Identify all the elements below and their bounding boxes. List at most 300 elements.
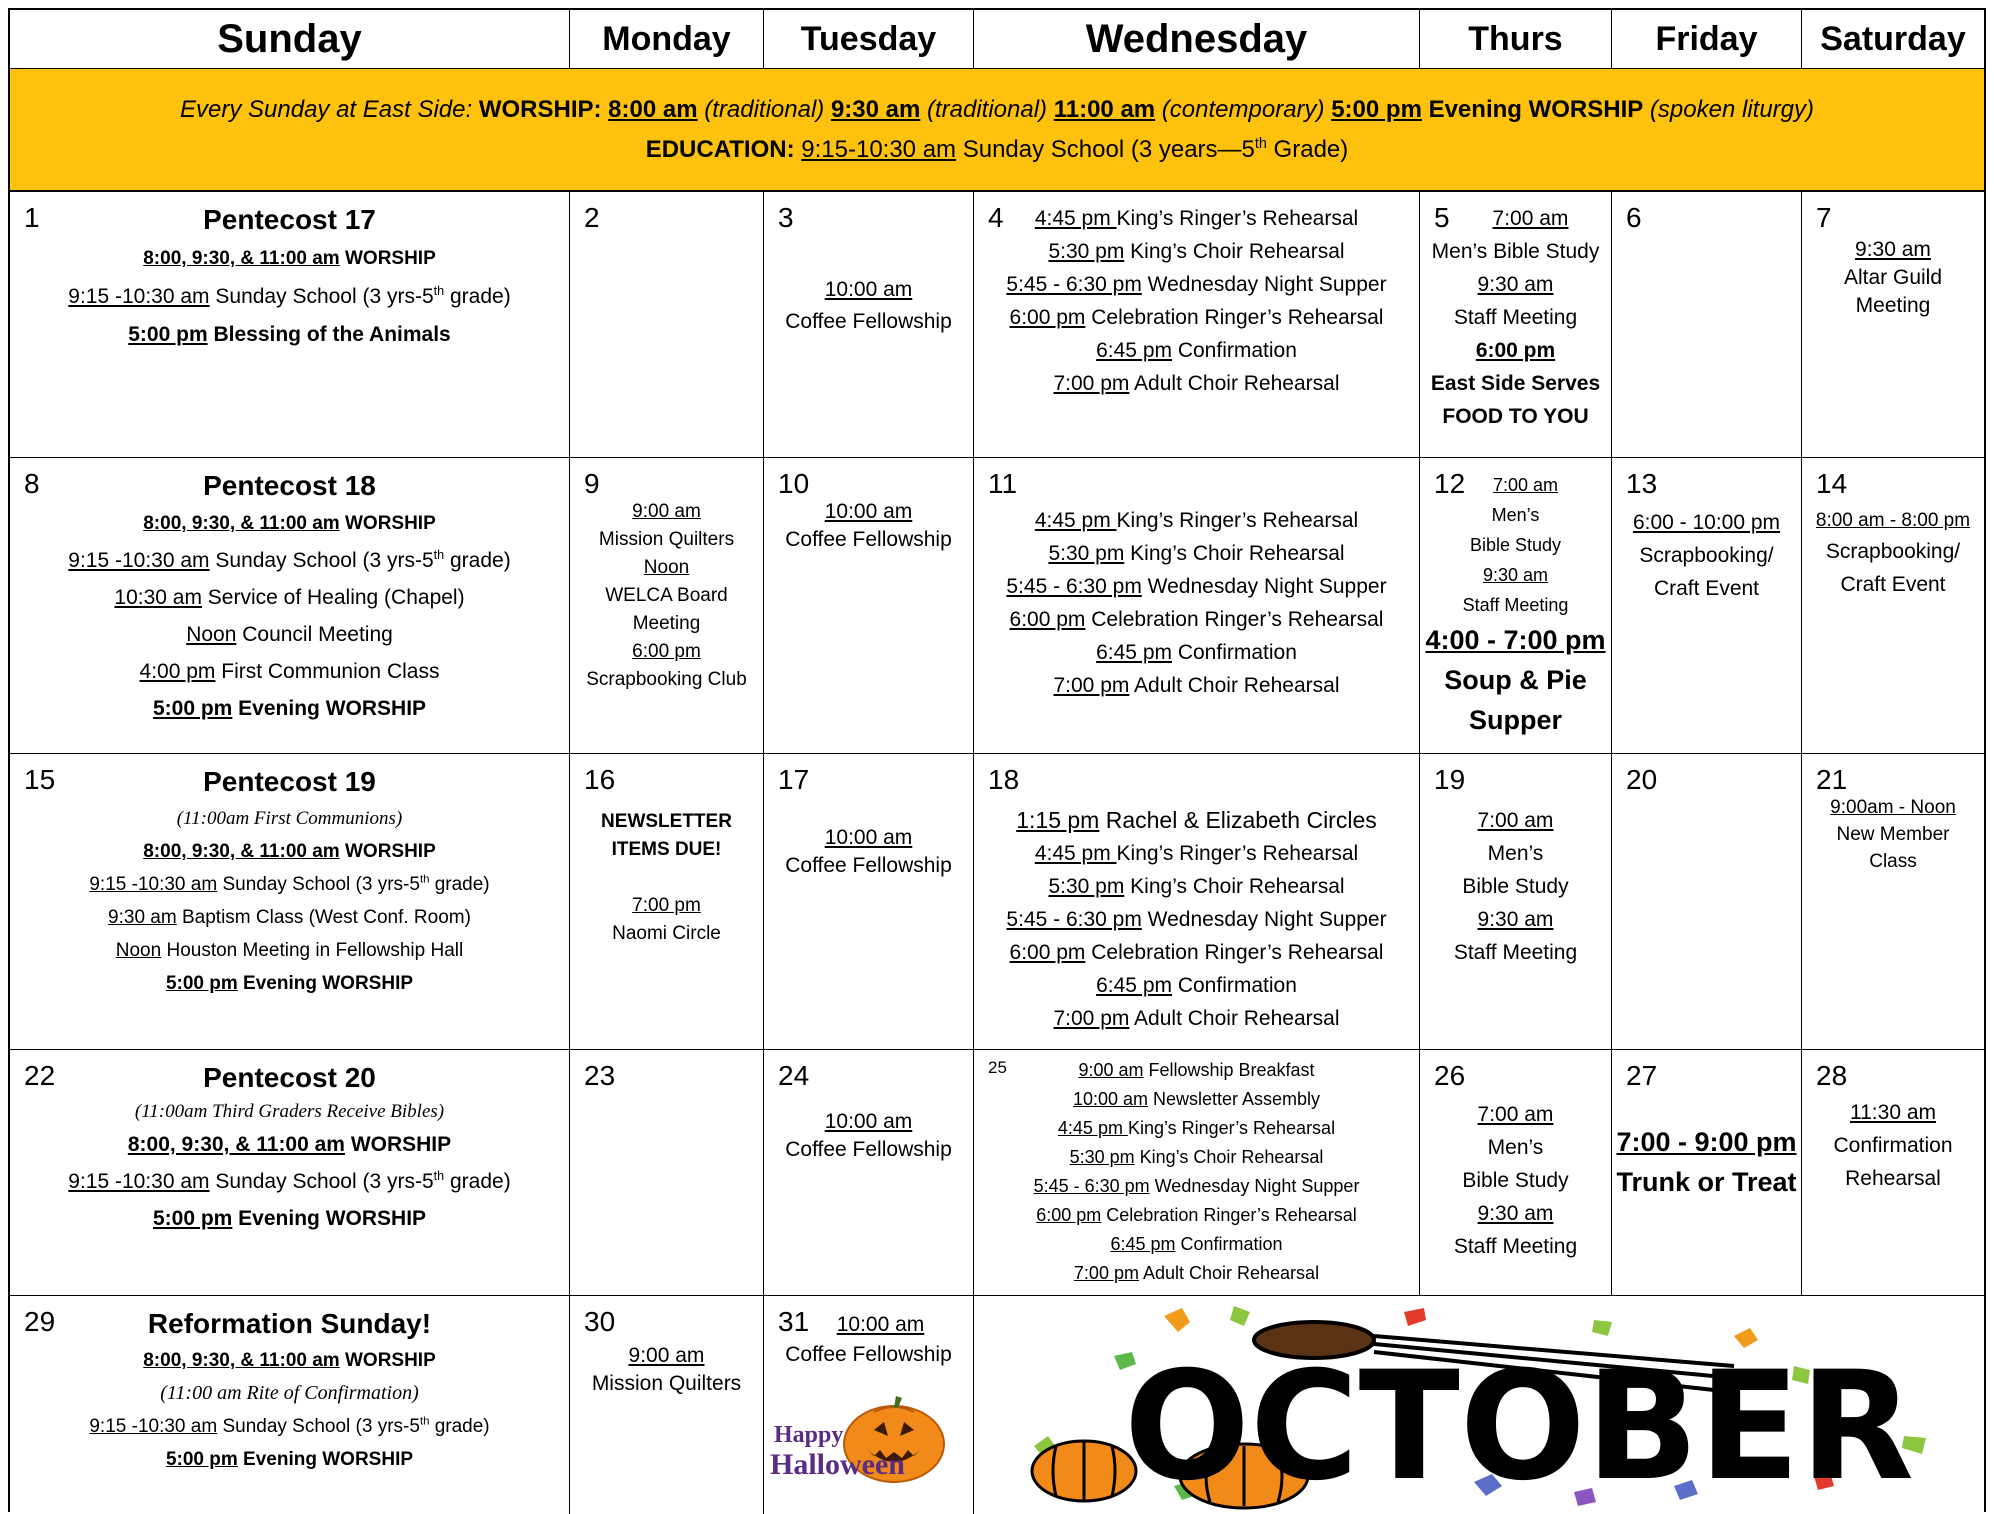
event-time: 6:45 pm — [1096, 974, 1172, 997]
event-text: grade) — [444, 1170, 511, 1193]
event-text: King’s Ringer’s Rehearsal — [1116, 207, 1359, 230]
day-cell-21 — [1802, 754, 1984, 1049]
event-text: Coffee Fellowship — [785, 854, 952, 877]
day-cell-23 — [570, 1050, 764, 1295]
day-events — [764, 498, 973, 554]
event-text: King’s Ringer’s Rehearsal — [1116, 842, 1359, 865]
event-time: 6:45 pm — [1096, 641, 1172, 664]
day-number: 19 — [1434, 764, 1466, 795]
leaf-icon — [1592, 1320, 1612, 1336]
day-number: 2 — [584, 202, 600, 233]
day-number: 22 — [24, 1060, 56, 1091]
event-text: Altar Guild — [1843, 266, 1943, 289]
header-tuesday — [764, 10, 974, 68]
event-time: 8:00 am - 8:00 pm — [1815, 510, 1971, 531]
event-time: 6:00 pm — [632, 641, 701, 662]
education-tail: Grade) — [1266, 135, 1349, 163]
event-time: 8:00, 9:30, & 11:00 am — [143, 841, 340, 862]
day-events — [764, 1108, 973, 1164]
event-time: 7:00 am — [1492, 475, 1559, 495]
event-time: 9:30 am — [1477, 1202, 1554, 1225]
event-text: Rachel & Elizabeth Circles — [1099, 807, 1377, 833]
event-text: Houston Meeting in Fellowship Hall — [161, 940, 464, 961]
day-events — [764, 824, 973, 880]
weekday-header-row — [10, 10, 1984, 68]
leaf-icon — [1164, 1308, 1190, 1332]
leaf-icon — [1404, 1308, 1426, 1326]
day-number: 12 — [1434, 468, 1466, 499]
sunday-title: Pentecost 19 — [203, 766, 376, 797]
day-cell-12 — [1420, 458, 1612, 753]
event-text: Wednesday Night Supper — [1141, 575, 1387, 598]
day-cell-2 — [570, 192, 764, 457]
event-text: Trunk or Treat — [1616, 1167, 1797, 1197]
week-row-3 — [10, 754, 1984, 1050]
event-text: Coffee Fellowship — [785, 528, 952, 551]
day-cell-20 — [1612, 754, 1802, 1049]
week-row-1 — [10, 192, 1984, 458]
halloween-text: Halloween — [770, 1448, 905, 1481]
event-text: King’s Choir Rehearsal — [1124, 875, 1345, 898]
day-cell-6 — [1612, 192, 1802, 457]
header-label: Saturday — [1820, 19, 1966, 58]
event-time: 9:00 am — [1078, 1060, 1144, 1080]
event-time: 11:30 am — [1850, 1101, 1936, 1124]
event-time: 9:30 am — [1482, 565, 1549, 585]
october-logo-graphic — [974, 1296, 1984, 1514]
pumpkin-icon — [1032, 1441, 1136, 1501]
event-time: 9:15 -10:30 am — [89, 874, 218, 895]
day-number: 15 — [24, 764, 56, 795]
event-text: WORSHIP — [339, 248, 436, 269]
event-time: 5:00 pm — [165, 973, 238, 994]
day-cell-1 — [10, 192, 570, 457]
day-cell-3 — [764, 192, 974, 457]
event-time: 5:30 pm — [1048, 875, 1125, 898]
event-text: Celebration Ringer’s Rehearsal — [1085, 608, 1384, 631]
worship-note-2: (traditional) — [920, 95, 1054, 123]
header-label: Sunday — [217, 16, 362, 61]
sup-text: th — [419, 873, 430, 886]
day-number: 13 — [1626, 468, 1658, 499]
header-wednesday — [974, 10, 1420, 68]
event-time: 9:30 am — [1477, 908, 1554, 931]
sunday-note: (11:00am Third Graders Receive Bibles) — [134, 1101, 445, 1122]
day-events — [10, 466, 569, 727]
event-time: 5:45 - 6:30 pm — [1006, 908, 1142, 931]
day-events — [1802, 1096, 1984, 1195]
day-cell-18 — [974, 754, 1420, 1049]
event-text: Coffee Fellowship — [785, 1343, 952, 1366]
event-time: 6:00 pm — [1036, 1205, 1102, 1225]
event-time: 5:00 pm — [152, 1207, 233, 1230]
sup-text: th — [433, 548, 445, 562]
event-text: Coffee Fellowship — [785, 310, 952, 333]
header-friday — [1612, 10, 1802, 68]
day-cell-10 — [764, 458, 974, 753]
header-label: Thurs — [1468, 19, 1563, 58]
day-cell-24 — [764, 1050, 974, 1295]
event-time: 10:00 am — [1072, 1089, 1148, 1109]
event-time: 1:15 pm — [1016, 807, 1100, 833]
event-time: 6:00 pm — [1009, 941, 1086, 964]
day-events — [10, 200, 569, 354]
event-time: 5:45 - 6:30 pm — [1006, 273, 1142, 296]
event-time: Noon — [115, 940, 162, 961]
banner-intro: Every Sunday at East Side: — [180, 95, 479, 123]
day-cell-28 — [1802, 1050, 1984, 1295]
event-time: 10:30 am — [114, 586, 202, 609]
header-monday — [570, 10, 764, 68]
sunday-title: Pentecost 18 — [203, 470, 376, 501]
day-cell-26 — [1420, 1050, 1612, 1295]
day-number: 9 — [584, 468, 600, 499]
day-cell-29 — [10, 1296, 570, 1514]
sunday-title: Pentecost 20 — [203, 1062, 376, 1093]
event-time: 6:00 pm — [1009, 608, 1086, 631]
newsletter-notice: NEWSLETTER — [601, 811, 732, 832]
event-time: 4:00 pm — [139, 660, 216, 683]
event-text: Men’s — [1487, 1136, 1544, 1159]
event-text: Evening WORSHIP — [232, 697, 427, 720]
day-events — [1802, 236, 1984, 320]
event-time: 7:00 am — [1477, 809, 1554, 832]
day-number: 29 — [24, 1306, 56, 1337]
sunday-title: Reformation Sunday! — [147, 1308, 432, 1339]
event-text: Staff Meeting — [1453, 941, 1578, 964]
day-events — [764, 1310, 973, 1370]
day-number: 1 — [24, 202, 40, 233]
day-number: 23 — [584, 1060, 616, 1091]
day-number: 11 — [988, 468, 1018, 499]
day-cell-30 — [570, 1296, 764, 1514]
event-time: 9:15 -10:30 am — [68, 1170, 210, 1193]
day-number: 14 — [1816, 468, 1848, 499]
day-number: 31 — [778, 1306, 810, 1337]
event-text: Adult Choir Rehearsal — [1138, 1263, 1320, 1283]
event-text: King’s Choir Rehearsal — [1134, 1147, 1324, 1167]
event-time: 4:00 - 7:00 pm — [1425, 625, 1606, 655]
event-text: King’s Choir Rehearsal — [1124, 542, 1345, 565]
day-number: 24 — [778, 1060, 810, 1091]
event-time: 6:45 pm — [1110, 1234, 1176, 1254]
october-text: OCTOBER — [1124, 1340, 1914, 1514]
event-time: 9:30 am — [108, 907, 177, 928]
event-time: 9:15 -10:30 am — [68, 285, 210, 308]
day-events — [10, 1058, 569, 1237]
event-time: Noon — [186, 623, 237, 646]
sunday-schedule-banner — [10, 68, 1984, 192]
newsletter-notice: ITEMS DUE! — [611, 839, 722, 860]
event-text: Staff Meeting — [1453, 1235, 1578, 1258]
day-number: 26 — [1434, 1060, 1466, 1091]
day-cell-25 — [974, 1050, 1420, 1295]
event-time: 7:00 am — [1492, 207, 1569, 230]
header-label: Wednesday — [1085, 16, 1308, 61]
event-time: 7:00 pm — [1053, 1007, 1130, 1030]
week-row-4 — [10, 1050, 1984, 1296]
event-time: 6:00 pm — [1009, 306, 1086, 329]
event-text: Men’s Bible Study — [1431, 240, 1600, 263]
day-events — [764, 274, 973, 338]
event-text: grade) — [444, 549, 511, 572]
event-text: Naomi Circle — [612, 923, 721, 944]
day-number: 16 — [584, 764, 616, 795]
day-events — [974, 1056, 1419, 1288]
day-cell-17 — [764, 754, 974, 1049]
education-sup: th — [1254, 135, 1267, 152]
worship-time-3: 11:00 am — [1053, 95, 1156, 123]
event-time: 8:00, 9:30, & 11:00 am — [143, 1350, 340, 1371]
october-graphic-cell — [974, 1296, 1984, 1514]
event-text: Celebration Ringer’s Rehearsal — [1085, 306, 1384, 329]
event-text: Mission Quilters — [598, 529, 735, 550]
event-time: 4:45 pm — [1034, 509, 1117, 532]
day-events — [1612, 1122, 1801, 1202]
event-text: Adult Choir Rehearsal — [1129, 674, 1340, 697]
leaf-icon — [1230, 1306, 1250, 1326]
event-text: Supper — [1468, 705, 1562, 735]
event-text: grade) — [429, 874, 490, 895]
worship-note-4: (spoken liturgy) — [1643, 95, 1814, 123]
event-time: 10:00 am — [824, 278, 913, 301]
day-events — [570, 808, 763, 948]
event-text: East Side Serves — [1430, 372, 1601, 395]
event-text: Scrapbooking/ — [1639, 544, 1774, 567]
week-row-5 — [10, 1296, 1984, 1514]
header-label: Monday — [602, 19, 731, 58]
event-text: Confirmation — [1172, 339, 1297, 362]
header-saturday — [1802, 10, 1984, 68]
sup-text: th — [433, 1169, 445, 1183]
event-time: 10:00 am — [824, 500, 913, 523]
event-text: Evening WORSHIP — [232, 1207, 427, 1230]
event-text: Men’s — [1491, 505, 1540, 525]
day-number: 7 — [1816, 202, 1832, 233]
worship-time-1: 8:00 am — [608, 95, 698, 123]
event-time: 5:45 - 6:30 pm — [1033, 1176, 1150, 1196]
event-time: 9:30 am — [1855, 238, 1931, 261]
event-text: WORSHIP — [339, 513, 436, 534]
worship-note-1: (traditional) — [697, 95, 831, 123]
week-row-2 — [10, 458, 1984, 754]
header-label: Tuesday — [800, 19, 937, 58]
day-cell-19 — [1420, 754, 1612, 1049]
happy-halloween-graphic — [770, 1392, 966, 1502]
event-text: Adult Choir Rehearsal — [1129, 1007, 1340, 1030]
event-time: 4:45 pm — [1034, 207, 1117, 230]
event-time: 6:00 - 10:00 pm — [1632, 511, 1781, 534]
sunday-note: (11:00 am Rite of Confirmation) — [160, 1382, 419, 1404]
worship-label: WORSHIP: — [478, 95, 609, 123]
day-cell-13 — [1612, 458, 1802, 753]
event-time: 7:00 pm — [632, 895, 701, 916]
event-time: 5:45 - 6:30 pm — [1006, 575, 1142, 598]
event-text: Council Meeting — [236, 623, 393, 646]
day-events — [570, 1342, 763, 1398]
event-time: 9:00 am — [628, 1344, 705, 1367]
event-time: 9:30 am — [1477, 273, 1554, 296]
event-text: WORSHIP — [339, 1350, 436, 1371]
event-text: Baptism Class (West Conf. Room) — [176, 907, 471, 928]
event-time: Noon — [643, 557, 690, 578]
day-number: 27 — [1626, 1060, 1658, 1091]
event-time: 6:45 pm — [1096, 339, 1172, 362]
worship-time-4: 5:00 pm — [1331, 95, 1422, 123]
event-time: 8:00, 9:30, & 11:00 am — [143, 513, 340, 534]
event-text: Confirmation — [1833, 1134, 1953, 1157]
day-number: 25 — [988, 1058, 1007, 1077]
event-time: 7:00 pm — [1053, 372, 1130, 395]
day-events — [974, 804, 1419, 1035]
event-text: Service of Healing (Chapel) — [201, 586, 465, 609]
event-time: 5:00 pm — [128, 323, 208, 346]
day-cell-11 — [974, 458, 1420, 753]
day-cell-5 — [1420, 192, 1612, 457]
header-sunday — [10, 10, 570, 68]
event-text: Celebration Ringer’s Rehearsal — [1101, 1205, 1357, 1225]
worship-note-3: (contemporary) — [1155, 95, 1332, 123]
event-text: King’s Ringer’s Rehearsal — [1116, 509, 1359, 532]
event-time: 5:30 pm — [1048, 542, 1125, 565]
day-events — [1420, 202, 1611, 433]
event-text: King’s Choir Rehearsal — [1124, 240, 1345, 263]
event-text: Meeting — [1855, 294, 1931, 317]
education-text: Sunday School (3 years—5 — [956, 135, 1255, 163]
event-text: Mission Quilters — [591, 1372, 742, 1395]
event-text: Wednesday Night Supper — [1141, 273, 1387, 296]
day-cell-31 — [764, 1296, 974, 1514]
event-text: Wednesday Night Supper — [1149, 1176, 1360, 1196]
event-text: Celebration Ringer’s Rehearsal — [1085, 941, 1384, 964]
happy-text: Happy — [774, 1422, 844, 1448]
event-text: Confirmation — [1172, 974, 1297, 997]
event-text: WORSHIP — [339, 841, 436, 862]
event-text: New Member — [1836, 824, 1950, 845]
event-text: Evening WORSHIP — [237, 1449, 414, 1470]
event-text: Scrapbooking/ — [1825, 540, 1961, 563]
event-time: 5:00 pm — [165, 1449, 238, 1470]
day-cell-22 — [10, 1050, 570, 1295]
day-cell-4 — [974, 192, 1420, 457]
event-text: King’s Ringer’s Rehearsal — [1127, 1118, 1336, 1138]
event-text: Blessing of the Animals — [207, 323, 451, 346]
day-number: 3 — [778, 202, 794, 233]
event-text: First Communion Class — [215, 660, 440, 683]
day-number: 10 — [778, 468, 810, 499]
day-cell-16 — [570, 754, 764, 1049]
sunday-note: (11:00am First Communions) — [176, 808, 403, 829]
day-events — [10, 762, 569, 1000]
day-cell-8 — [10, 458, 570, 753]
day-number: 18 — [988, 764, 1020, 795]
event-text: Men’s — [1487, 842, 1544, 865]
day-cell-7 — [1802, 192, 1984, 457]
event-time: 9:00am - Noon — [1830, 797, 1956, 818]
evening-worship-label: Evening WORSHIP — [1421, 95, 1644, 123]
event-text: Meeting — [632, 613, 701, 634]
day-number: 30 — [584, 1306, 616, 1337]
education-label: EDUCATION: — [645, 135, 802, 163]
event-time: 9:15 -10:30 am — [68, 549, 210, 572]
event-text: Coffee Fellowship — [785, 1138, 952, 1161]
header-thursday — [1420, 10, 1612, 68]
event-time: 9:15 -10:30 am — [89, 1416, 218, 1437]
day-number: 5 — [1434, 202, 1450, 233]
day-events — [1420, 470, 1611, 740]
sup-text: th — [419, 1415, 430, 1428]
day-events — [1612, 506, 1801, 605]
event-text: Craft Event — [1840, 573, 1946, 596]
day-cell-27 — [1612, 1050, 1802, 1295]
event-time: 7:00 pm — [1053, 674, 1130, 697]
worship-line — [180, 96, 1814, 124]
event-text: Bible Study — [1469, 535, 1562, 555]
event-text: Sunday School (3 yrs-5 — [217, 874, 420, 895]
event-time: 10:00 am — [824, 1110, 913, 1133]
day-cell-14 — [1802, 458, 1984, 753]
header-label: Friday — [1655, 19, 1758, 58]
event-text: Adult Choir Rehearsal — [1129, 372, 1340, 395]
event-text: Wednesday Night Supper — [1141, 908, 1387, 931]
event-time: 5:00 pm — [152, 697, 233, 720]
sunday-title: Pentecost 17 — [203, 204, 376, 235]
day-events — [1802, 794, 1984, 875]
event-time: 5:30 pm — [1048, 240, 1125, 263]
event-text: Staff Meeting — [1462, 595, 1569, 615]
day-events — [1420, 1098, 1611, 1263]
event-time: 4:45 pm — [1034, 842, 1117, 865]
day-number: 21 — [1816, 764, 1848, 795]
event-time: 7:00 pm — [1073, 1263, 1139, 1283]
day-number: 20 — [1626, 764, 1658, 795]
event-text: Rehearsal — [1845, 1167, 1941, 1190]
event-text: grade) — [429, 1416, 490, 1437]
event-text: Soup & Pie — [1444, 665, 1587, 695]
calendar — [8, 8, 1986, 1512]
event-time: 7:00 am — [1477, 1103, 1554, 1126]
day-number: 4 — [988, 202, 1004, 233]
event-time: 10:00 am — [824, 826, 913, 849]
event-text: Scrapbooking Club — [586, 669, 747, 690]
event-text: grade) — [444, 285, 511, 308]
day-events — [1802, 506, 1984, 601]
day-cell-15 — [10, 754, 570, 1049]
day-events — [10, 1304, 569, 1476]
event-text: WELCA Board — [605, 585, 728, 606]
event-text: Craft Event — [1653, 577, 1760, 600]
event-text: Newsletter Assembly — [1148, 1089, 1321, 1109]
event-time: 7:00 - 9:00 pm — [1616, 1127, 1797, 1157]
event-text: Bible Study — [1462, 875, 1569, 898]
worship-time-2: 9:30 am — [830, 95, 921, 123]
event-time: 4:45 pm — [1057, 1118, 1128, 1138]
event-time: 6:00 pm — [1475, 339, 1556, 362]
education-time: 9:15-10:30 am — [801, 135, 957, 163]
event-text: Class — [1869, 851, 1917, 872]
day-events — [974, 504, 1419, 702]
event-time: 8:00, 9:30, & 11:00 am — [143, 248, 340, 269]
day-number: 8 — [24, 468, 40, 499]
event-text: Sunday School (3 yrs-5 — [209, 549, 434, 572]
event-text: FOOD TO YOU — [1442, 405, 1589, 428]
day-events — [974, 202, 1419, 400]
event-time: 8:00, 9:30, & 11:00 am — [127, 1133, 345, 1156]
event-text: Staff Meeting — [1453, 306, 1578, 329]
event-text: Sunday School (3 yrs-5 — [209, 1170, 434, 1193]
event-text: WORSHIP — [344, 1133, 452, 1156]
day-events — [570, 498, 763, 694]
